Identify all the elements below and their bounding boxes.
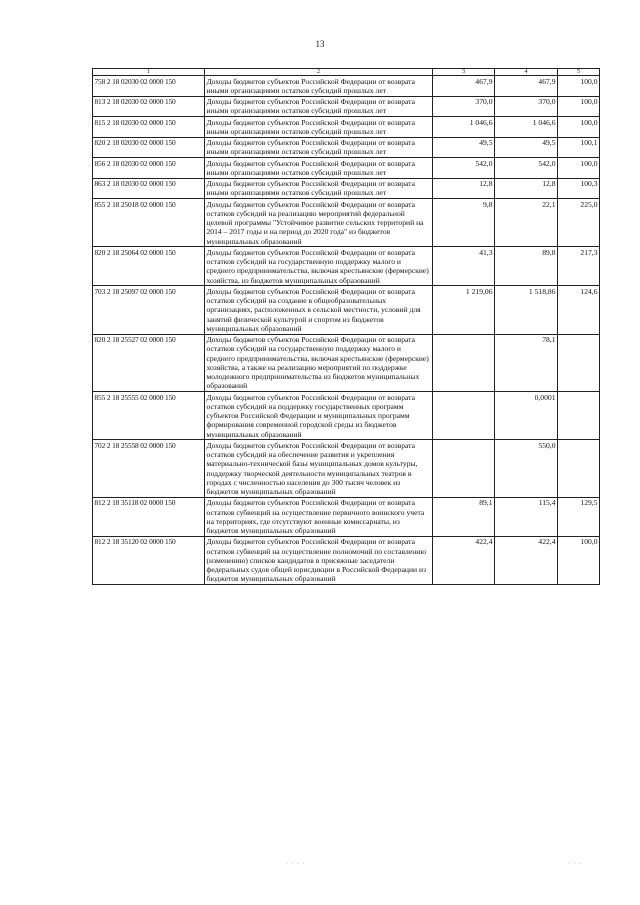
cell-code: 863 2 18 02030 02 0000 150 (93, 178, 205, 199)
table-row (93, 137, 600, 158)
table-row (93, 334, 600, 392)
cell-plan: 467,9 (433, 76, 495, 97)
table-row (93, 117, 600, 138)
cell-code: 815 2 18 02030 02 0000 150 (93, 117, 205, 138)
cell-percent (558, 392, 600, 440)
cell-percent: 100,0 (558, 117, 600, 138)
cell-description: Доходы бюджетов субъектов Российской Федерации от возврата остатков субсидий на государственную поддержку малого и среднего предпринимательства, включая крестьянские (фермерские) хозяйства, а также на реализацию мероприятий по поддержке молодежного предпринимательства из бюджетов муниципальных образований (205, 334, 433, 392)
table-row (93, 96, 600, 117)
cell-plan (433, 440, 495, 498)
cell-description: Доходы бюджетов субъектов Российской Федерации от возврата иными организациями остатков субсидий прошлых лет (205, 117, 433, 138)
table-row (93, 199, 600, 247)
cell-percent: 100,3 (558, 178, 600, 199)
cell-percent: 100,0 (558, 96, 600, 117)
cell-description: Доходы бюджетов субъектов Российской Федерации от возврата иными организациями остатков субсидий прошлых лет (205, 137, 433, 158)
cell-plan: 542,0 (433, 158, 495, 179)
column-header-percent: 5 (558, 69, 600, 76)
cell-description: Доходы бюджетов субъектов Российской Федерации от возврата иными организациями остатков субсидий прошлых лет (205, 96, 433, 117)
cell-actual: 467,9 (495, 76, 558, 97)
cell-plan: 9,8 (433, 199, 495, 247)
column-header-code: 1 (93, 69, 205, 76)
table-row (93, 286, 600, 334)
cell-code: 855 2 18 25018 02 0000 150 (93, 199, 205, 247)
cell-plan: 1 046,6 (433, 117, 495, 138)
cell-description: Доходы бюджетов субъектов Российской Федерации от возврата иными организациями остатков субсидий прошлых лет (205, 178, 433, 199)
cell-percent: 124,6 (558, 286, 600, 334)
cell-code: 703 2 18 25097 02 0000 150 (93, 286, 205, 334)
table-row (93, 158, 600, 179)
cell-actual: 89,8 (495, 247, 558, 286)
cell-code: 758 2 18 02030 02 0000 150 (93, 76, 205, 97)
cell-description: Доходы бюджетов субъектов Российской Федерации от возврата остатков субсидий на реализацию мероприятий федеральной целевой программы "Устойчивое развитие сельских территорий на 2014 – 2017 годы и на период до 2020 года" из бюджетов муниципальных образований (205, 199, 433, 247)
cell-actual: 22,1 (495, 199, 558, 247)
cell-actual: 1 046,6 (495, 117, 558, 138)
cell-actual: 550,0 (495, 440, 558, 498)
cell-actual: 542,0 (495, 158, 558, 179)
scan-mark: · · · (568, 861, 582, 867)
cell-actual: 422,4 (495, 536, 558, 584)
cell-description: Доходы бюджетов субъектов Российской Федерации от возврата остатков субсидий на обеспечение развития и укрепления материально-технической базы муниципальных домов культуры, поддержку творческой деятельности муниципальных театров в городах с численностью населения до 300 тысяч человек из бюджетов муниципальных образований (205, 440, 433, 498)
table-row (93, 247, 600, 286)
column-header-description: 2 (205, 69, 433, 76)
cell-percent: 100,0 (558, 158, 600, 179)
column-header-actual: 4 (495, 69, 558, 76)
table-row (93, 76, 600, 97)
table-row (93, 440, 600, 498)
cell-code: 855 2 18 25555 02 0000 150 (93, 392, 205, 440)
column-header-plan: 3 (433, 69, 495, 76)
table-row (93, 497, 600, 536)
cell-description: Доходы бюджетов субъектов Российской Федерации от возврата остатков субсидий на создание в общеобразовательных организациях, расположенных в сельской местности, условий для занятий физической культурой и спортом из бюджетов муниципальных образований (205, 286, 433, 334)
table-row (93, 536, 600, 584)
budget-table (92, 68, 600, 585)
cell-actual: 49,5 (495, 137, 558, 158)
cell-code: 820 2 18 25527 02 0000 150 (93, 334, 205, 392)
cell-plan (433, 334, 495, 392)
cell-code: 812 2 18 35120 02 0000 150 (93, 536, 205, 584)
table-row (93, 178, 600, 199)
table-row (93, 392, 600, 440)
cell-description: Доходы бюджетов субъектов Российской Федерации от возврата остатков субсидий на поддержку государственных программ субъектов Российской Федерации и муниципальных программ формирования современной городской среды из бюджетов муниципальных образований (205, 392, 433, 440)
cell-actual: 12,8 (495, 178, 558, 199)
cell-percent: 100,0 (558, 76, 600, 97)
cell-actual: 0,0001 (495, 392, 558, 440)
cell-plan: 422,4 (433, 536, 495, 584)
cell-code: 856 2 18 02030 02 0000 150 (93, 158, 205, 179)
cell-description: Доходы бюджетов субъектов Российской Федерации от возврата остатков субсидий на государственную поддержку малого и среднего предпринимательства, включая крестьянские (фермерские) хозяйства, из бюджетов муниципальных образований (205, 247, 433, 286)
cell-description: Доходы бюджетов субъектов Российской Федерации от возврата иными организациями остатков субсидий прошлых лет (205, 158, 433, 179)
cell-description: Доходы бюджетов субъектов Российской Федерации от возврата иными организациями остатков субсидий прошлых лет (205, 76, 433, 97)
cell-percent: 217,3 (558, 247, 600, 286)
cell-percent (558, 440, 600, 498)
cell-actual: 1 518,86 (495, 286, 558, 334)
cell-code: 812 2 18 35118 02 0000 150 (93, 497, 205, 536)
cell-code: 820 2 18 25064 02 0000 150 (93, 247, 205, 286)
cell-description: Доходы бюджетов субъектов Российской Федерации от возврата остатков субвенций на осуществление первичного воинского учета на территориях, где отсутствуют военные комиссариаты, из бюджетов муниципальных образований (205, 497, 433, 536)
cell-plan: 1 219,06 (433, 286, 495, 334)
cell-plan (433, 392, 495, 440)
cell-code: 702 2 18 25558 02 0000 150 (93, 440, 205, 498)
cell-code: 820 2 18 02030 02 0000 150 (93, 137, 205, 158)
table-body (93, 76, 600, 585)
table-header-row (93, 69, 600, 76)
cell-plan: 41,3 (433, 247, 495, 286)
cell-plan: 370,0 (433, 96, 495, 117)
page-number: 13 (315, 39, 325, 49)
cell-plan: 89,1 (433, 497, 495, 536)
cell-description: Доходы бюджетов субъектов Российской Федерации от возврата остатков субвенций на осуществление полномочий по составлению (изменению) списков кандидатов в присяжные заседатели федеральных судов общей юрисдикции в Российской Федерации из бюджетов муниципальных образований (205, 536, 433, 584)
cell-percent: 100,0 (558, 536, 600, 584)
cell-actual: 115,4 (495, 497, 558, 536)
cell-percent (558, 334, 600, 392)
cell-actual: 78,1 (495, 334, 558, 392)
cell-percent: 129,5 (558, 497, 600, 536)
scan-mark: · · · · (286, 861, 306, 867)
cell-plan: 12,8 (433, 178, 495, 199)
cell-percent: 100,1 (558, 137, 600, 158)
cell-actual: 370,0 (495, 96, 558, 117)
cell-plan: 49,5 (433, 137, 495, 158)
cell-code: 813 2 18 02030 02 0000 150 (93, 96, 205, 117)
cell-percent: 225,0 (558, 199, 600, 247)
